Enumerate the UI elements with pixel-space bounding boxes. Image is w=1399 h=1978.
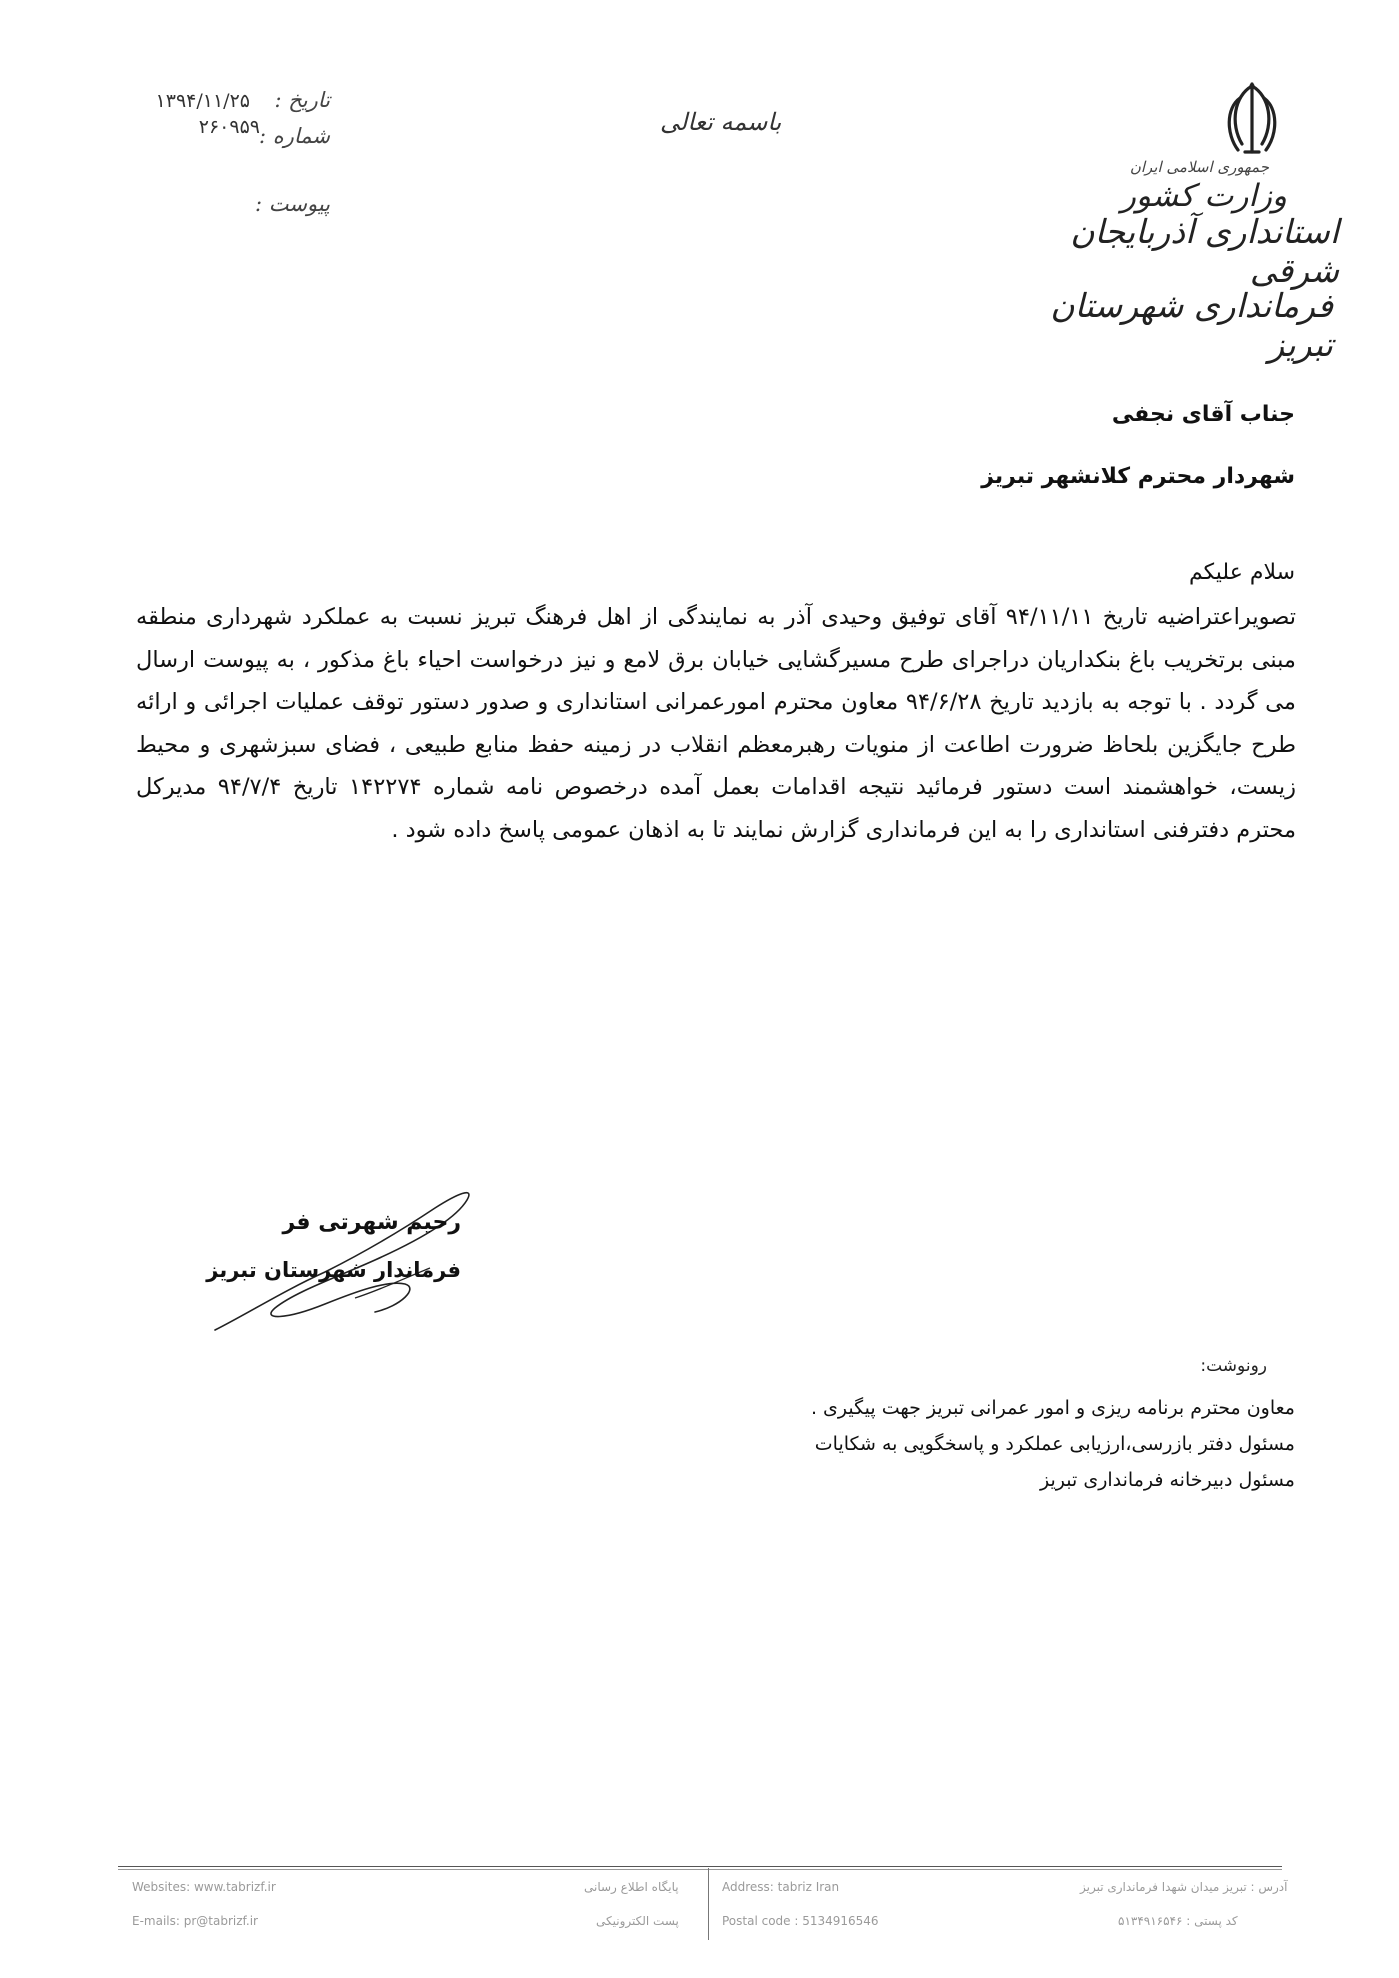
footer-divider	[118, 1866, 1282, 1867]
cc-block	[595, 1356, 1295, 1498]
footer-postal-en: Postal code : 5134916546	[722, 1914, 879, 1928]
letter-heading: باسمه تعالی	[660, 108, 782, 136]
footer-address-fa: آدرس : تبریز میدان شهدا فرمانداری تبریز	[1080, 1880, 1288, 1894]
signatory-title: فرماندار شهرستان تبریز	[206, 1258, 461, 1282]
footer-column-divider	[708, 1868, 709, 1940]
cc-item: مسئول دفتر بازرسی،ارزیابی عملکرد و پاسخگویی به شکایات	[814, 1433, 1295, 1455]
cc-item: معاون محترم برنامه ریزی و امور عمرانی تبریز جهت پیگیری .	[810, 1397, 1295, 1419]
attachment-row	[110, 192, 330, 224]
cc-title: رونوشت:	[1200, 1356, 1267, 1376]
footer-divider	[118, 1869, 1282, 1870]
footer-email-fa: پست الکترونیکی	[596, 1914, 679, 1928]
footer-website: Websites: www.tabrizf.ir	[132, 1880, 276, 1894]
date-label: تاریخ :	[274, 88, 330, 112]
attachment-label: پیوست :	[255, 192, 330, 216]
footer-portal-fa: پایگاه اطلاع رسانی	[584, 1880, 679, 1894]
footer-postal-fa: کد پستی : ۵۱۳۴۹۱۶۵۴۶	[1118, 1914, 1238, 1928]
number-value: ۲۶۰۹۵۹	[198, 116, 260, 138]
greeting: سلام علیکم	[1188, 560, 1295, 585]
recipient-name: جناب آقای نجفی	[1111, 402, 1295, 427]
letterhead	[1009, 158, 1339, 364]
letter-body: تصویراعتراضیه تاریخ ۹۴/۱۱/۱۱ آقای توفیق وحیدی آذر به نمایندگی از اهل فرهنگ تبریز نسبت به عملکرد شهرداری منطقه مبنی برتخریب باغ بنکداریان دراجرای طرح مسیرگشایی خیابان برق لامع و نیز درخواست احیاء باغ مذکور ، به پیوست ارسال می گردد . با توجه به بازدید تاریخ ۹۴/۶/۲۸ معاون محترم امورعمرانی استانداری و صدور دستور توقف عملیات اجرائی و ارائه طرح جایگزین بلحاظ ضرورت اطاعت از منویات رهبرمعظم انقلاب در زمینه حفظ منابع طبیعی ، فضای سبزشهری و محیط زیست، خواهشمند است دستور فرمائید نتیجه اقدامات بعمل آمده درخصوص نامه شماره ۱۴۲۲۷۴ تاریخ ۹۴/۷/۴ مدیرکل محترم دفترفنی استانداری را به این فرمانداری گزارش نمایند تا به اذهان عمومی پاسخ داده شود .	[136, 604, 1296, 843]
number-label: شماره :	[258, 124, 330, 148]
number-row	[110, 116, 330, 156]
letterhead-country: جمهوری اسلامی ایران	[1129, 158, 1269, 176]
letterhead-province: استانداری آذربایجان شرقی	[1070, 212, 1339, 290]
letterhead-ministry: وزارت کشور	[1121, 178, 1287, 214]
iran-emblem-icon	[1212, 78, 1292, 160]
date-value: ۱۳۹۴/۱۱/۲۵	[155, 90, 250, 112]
footer-email: E-mails: pr@tabrizf.ir	[132, 1914, 258, 1928]
footer-address-en: Address: tabriz Iran	[722, 1880, 840, 1894]
signature-block	[205, 1180, 485, 1340]
letter-meta	[110, 88, 330, 216]
letterhead-county: فرمانداری شهرستان تبریز	[1050, 286, 1333, 364]
recipient-block	[981, 402, 1295, 489]
recipient-title: شهردار محترم کلانشهر تبریز	[981, 464, 1295, 489]
signatory-name: رحیم شهرتی فر	[282, 1210, 461, 1235]
cc-item: مسئول دبیرخانه فرمانداری تبریز	[1040, 1469, 1295, 1491]
